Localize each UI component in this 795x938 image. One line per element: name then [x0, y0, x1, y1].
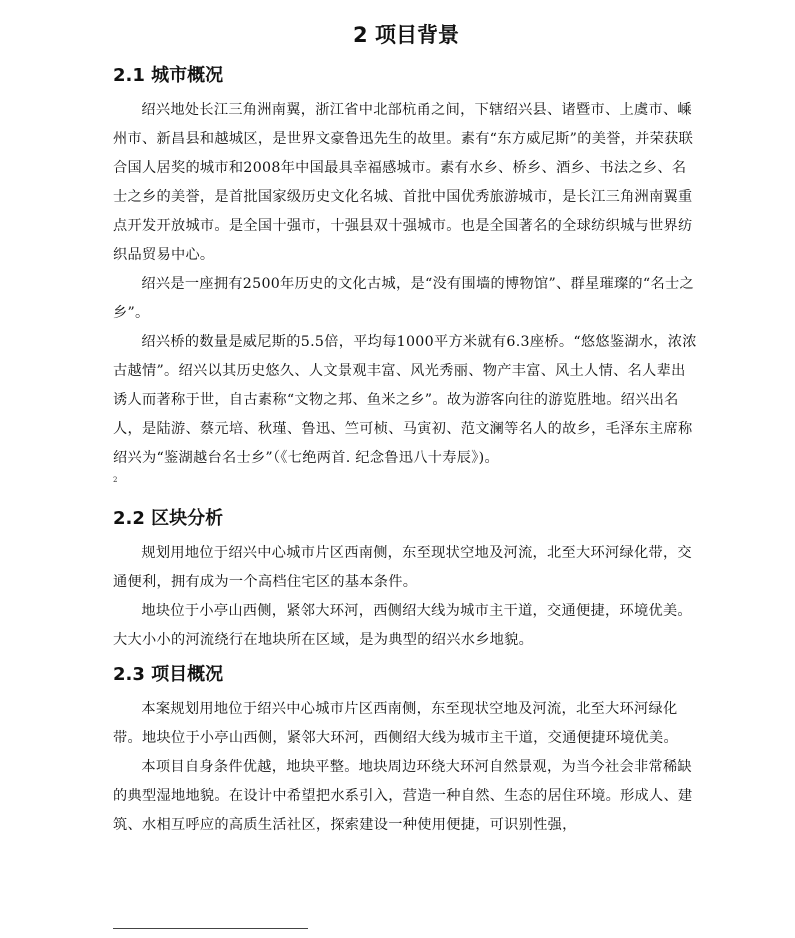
section-project-overview	[113, 659, 699, 840]
footnote-divider	[113, 928, 308, 929]
footnote-reference: 2	[113, 476, 118, 484]
paragraph: 本项目自身条件优越，地块平整。地块周边环绕大环河自然景观，为当今社会非常稀缺的典型湿地地貌。在设计中希望把水系引入，营造一种自然、生态的居住环境。形成人、建筑、水相互呼应的高质生活社区，探索建设一种使用便捷，可识别性强，	[113, 759, 693, 833]
paragraph: 绍兴是一座拥有2500年历史的文化古城，是“没有围墙的博物馆”、群星璀璨的“名士之乡”。	[113, 276, 694, 321]
paragraph: 绍兴地处长江三角洲南翼，浙江省中北部杭甬之间，下辖绍兴县、诸暨市、上虞市、嵊州市、新昌县和越城区，是世界文豪鲁迅先生的故里。素有“东方威尼斯”的美誉，并荣获联合国人居奖的城市和2008年中国最具幸福感城市。素有水乡、桥乡、酒乡、书法之乡、名士之乡的美誉，是首批国家级历史文化名城、首批中国优秀旅游城市，是长江三角洲南翼重点开发开放城市。是全国十强市，十强县双十强城市。也是全国著名的全球纺织城与世界纺织品贸易中心。	[113, 102, 694, 263]
page-title: 2 项目背景	[353, 23, 459, 47]
section-heading: 2.3 项目概况	[113, 664, 224, 685]
paragraph: 规划用地位于绍兴中心城市片区西南侧，东至现状空地及河流，北至大环河绿化带，交通便利，拥有成为一个高档住宅区的基本条件。	[113, 545, 692, 590]
section-heading: 2.2 区块分析	[113, 508, 224, 529]
section-city-overview	[113, 60, 699, 485]
paragraph: 本案规划用地位于绍兴中心城市片区西南侧，东至现状空地及河流，北至大环河绿化带。地块位于小亭山西侧，紧邻大环河，西侧绍大线为城市主干道，交通便捷环境优美。	[113, 701, 679, 746]
section-block-analysis	[113, 503, 699, 655]
section-heading: 2.1 城市概况	[113, 65, 224, 86]
paragraph: 地块位于小亭山西侧，紧邻大环河，西侧绍大线为城市主干道，交通便捷，环境优美。大大小小的河流绕行在地块所在区域，是为典型的绍兴水乡地貌。	[113, 603, 692, 648]
paragraph: 绍兴桥的数量是威尼斯的5.5倍，平均每1000平方米就有6.3座桥。“悠悠鉴湖水，浓浓古越情”。绍兴以其历史悠久、人文景观丰富、风光秀丽、物产丰富、风土人情、名人辈出诱人而著称于世，自古素称“文物之邦、鱼米之乡”。故为游客向往的游览胜地。绍兴出名人，是陆游、蔡元培、秋瑾、鲁迅、竺可桢、马寅初、范文澜等名人的故乡，毛泽东主席称绍兴为“鉴湖越台名士乡”（《七绝两首. 纪念鲁迅八十寿辰》)。	[113, 334, 697, 466]
